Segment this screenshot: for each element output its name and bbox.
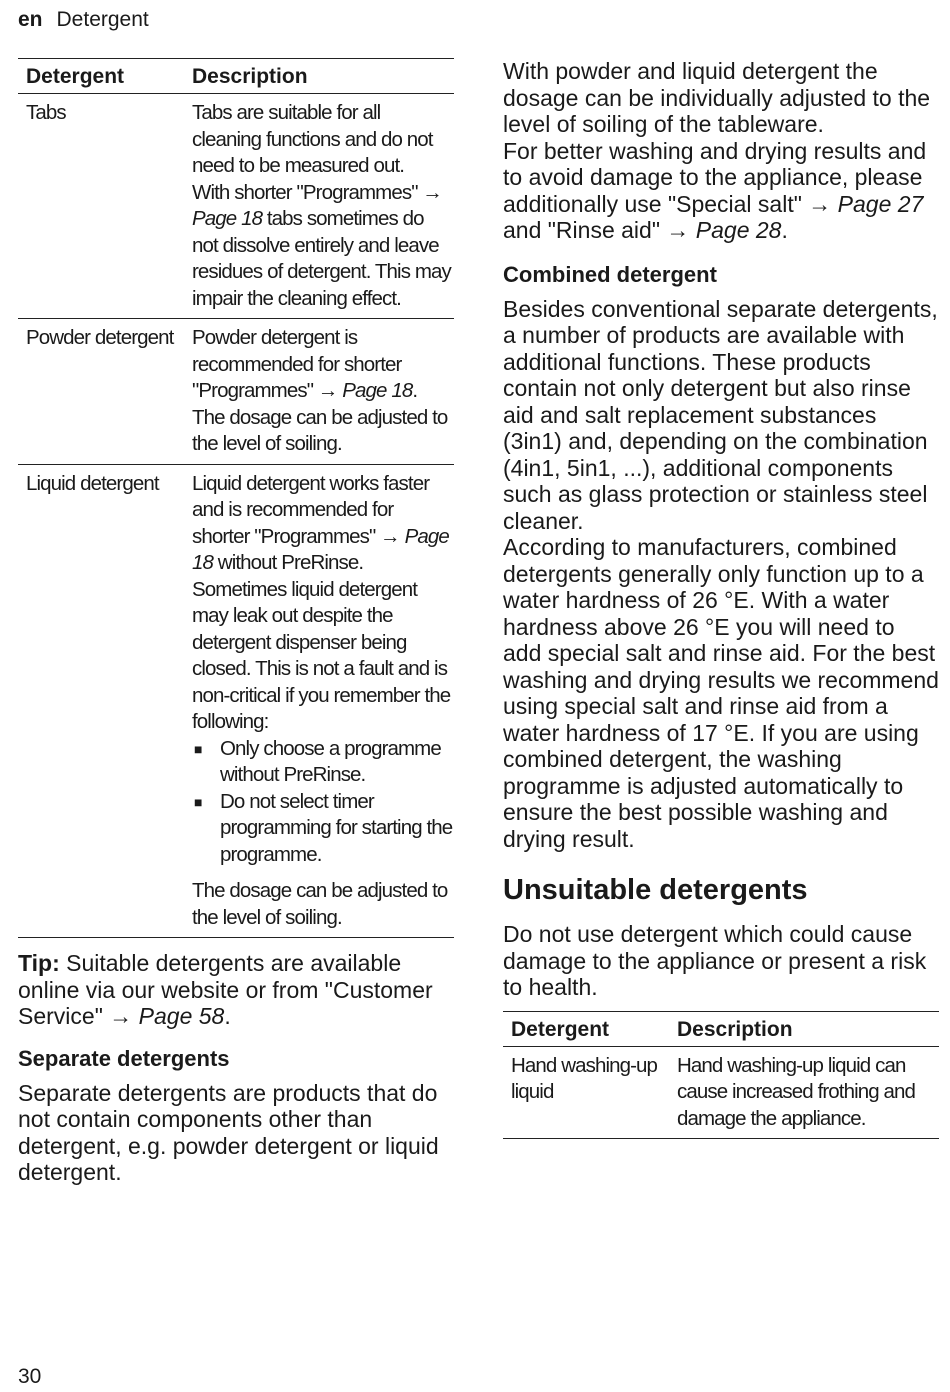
language-code: en <box>18 8 43 31</box>
combined-paragraph-1: Besides conventional separate detergents, a number of products are available with additional functions. These products contain not only detergent but also rinse aid and salt replacement substances (3in1) and, depending on the combination (4in1, 5in1, ...), additional components such as glass protection or stainless steel cleaner. <box>503 295 938 534</box>
col-header-detergent: Detergent <box>26 65 125 88</box>
separate-detergents-heading: Separate detergents <box>18 1045 230 1071</box>
right-column <box>503 58 939 1139</box>
detergent-description: Powder detergent is recommended for shorter "Programmes" → Page 18. The dosage can be adjusted to the level of soiling. <box>192 326 448 455</box>
detergent-name: Powder detergent <box>26 326 174 349</box>
col-header-detergent: Detergent <box>511 1017 610 1041</box>
left-column <box>18 58 454 1186</box>
unsuitable-detergents-heading: Unsuitable detergents <box>503 874 808 906</box>
bullet-item: ■ Only choose a programme without PreRinse. <box>192 736 454 789</box>
salt-rinse-paragraph: For better washing and drying results and to avoid damage to the appliance, please additionally use "Special salt" → Page 27 and "Rinse aid" → Page 28. <box>503 137 927 243</box>
col-header-description: Description <box>192 65 308 88</box>
desc-text: Liquid detergent works faster and is recommended for shorter "Programmes" → Page 18 without PreRinse. Sometimes liquid detergent may leak out despite the detergent dispenser being closed. This is not a fault and is non-critical if you remember the following: <box>192 471 451 733</box>
page-link[interactable]: Page 18 <box>342 379 413 402</box>
table-row-liquid <box>18 465 454 939</box>
tip-label: Tip: <box>18 950 60 976</box>
desc-text: The dosage can be adjusted to the level of soiling. <box>192 879 448 929</box>
page-number: 30 <box>18 1365 42 1388</box>
tip-paragraph: Tip: Suitable detergents are available online via our website or from "Customer Service" → Page 58. <box>18 950 433 1029</box>
desc-text: With shorter "Programmes" → Page 18 tabs sometimes do not dissolve entirely and leave residues of detergent. This may impair the cleaning effect. <box>192 180 451 310</box>
bullet-item: ■ Do not select timer programming for starting the programme. <box>192 789 454 869</box>
dosage-paragraph: With powder and liquid detergent the dosage can be individually adjusted to the level of soiling of the tableware. <box>503 58 931 137</box>
detergent-description: Hand washing-up liquid can cause increased frothing and damage the appliance. <box>677 1053 916 1130</box>
table-row-powder <box>18 319 454 465</box>
combined-detergent-heading: Combined detergent <box>503 261 717 287</box>
table-header <box>18 58 454 94</box>
page-link[interactable]: Page 58 <box>138 1003 225 1029</box>
page-link[interactable]: Page 18 <box>192 524 449 574</box>
detergent-description <box>192 471 454 932</box>
col-header-description: Description <box>677 1017 793 1041</box>
detergent-name: Hand washing-up liquid <box>511 1053 658 1103</box>
detergent-name: Tabs <box>26 101 66 124</box>
separate-detergents-text: Separate detergents are products that do not contain components other than detergent, e.g. powder detergent or liquid detergent. <box>18 1079 439 1185</box>
detergent-description <box>192 100 454 312</box>
combined-paragraph-2: According to manufacturers, combined detergents generally only function up to a water hardness of 26 °E. With a water hardness above 26 °E you will need to add special salt and rinse aid. For the best washing and drying results we recommend using special salt and rinse aid from a water hardness of 17 °E. If you are using combined detergent, the washing programme is adjusted automatically to ensure the best possible washing and drying result. <box>503 534 939 852</box>
unsuitable-text: Do not use detergent which could cause damage to the appliance or present a risk to health. <box>503 921 927 1000</box>
detergent-table <box>18 58 454 938</box>
bullet-list <box>192 736 454 869</box>
table-header <box>503 1011 939 1047</box>
unsuitable-table <box>503 1011 939 1140</box>
desc-text: Tabs are suitable for all cleaning functions and do not need to be measured out. <box>192 101 433 177</box>
page-header <box>18 8 149 32</box>
table-row <box>503 1047 939 1140</box>
table-row-tabs <box>18 94 454 319</box>
section-title: Detergent <box>56 8 149 31</box>
page-link[interactable]: Page 27 <box>837 190 924 217</box>
page-link[interactable]: Page 28 <box>695 217 782 243</box>
page-link[interactable]: Page 18 <box>192 207 263 230</box>
detergent-name: Liquid detergent <box>26 471 159 495</box>
